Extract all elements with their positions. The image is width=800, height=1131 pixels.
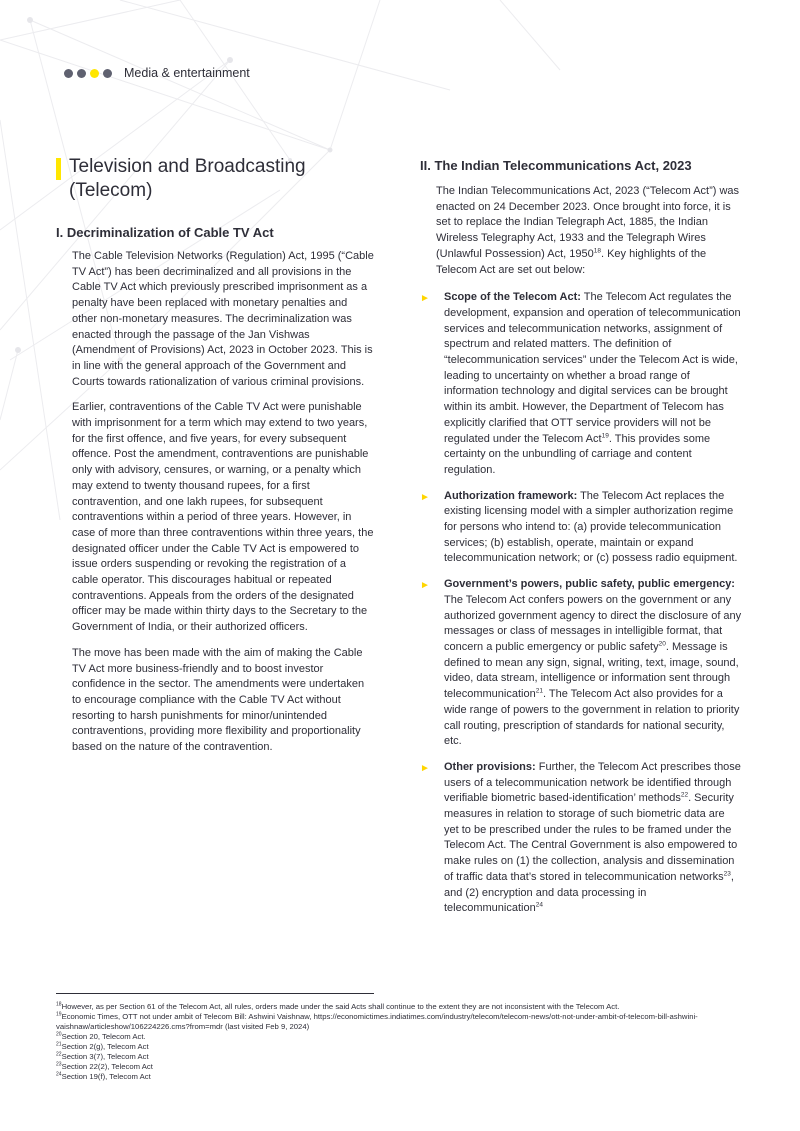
list-item xyxy=(420,577,742,750)
list-item xyxy=(420,290,742,478)
footnotes xyxy=(56,993,746,1082)
bullet-text: . Message is defined to mean any sign, signal, writing, text, image, sound, video, data stream, intelligence or information sent through telecommunication xyxy=(444,640,739,701)
footnote-ref-18: 18 xyxy=(593,247,601,255)
yellow-accent-bar xyxy=(56,158,61,180)
bullet-text: The Telecom Act replaces the existing licensing model with a simpler authorization regime for persons who intend to: (a) provide telecommunication services; (b) establish, operate, maintain or expand telecommunication network; or (c) possess radio equipment. xyxy=(444,489,738,565)
footnote-21: $^{21}$Section 2(g), Telecom Act xyxy=(56,1041,149,1051)
arrow-bullet-icon: ► xyxy=(420,580,430,592)
bullet-label: Other provisions: xyxy=(444,760,536,773)
section-title xyxy=(56,155,374,203)
highlights-list xyxy=(420,290,742,917)
footnote-22: $^{22}$Section 3(7), Telecom Act xyxy=(56,1051,149,1061)
footnote-ref: 21 xyxy=(535,687,543,695)
bullet-text: . Security measures in relation to storage of such biometric data are yet to be prescribed under the rules to be framed under the Telecom Act. The Central Government is also empowered to make rules on (1) the collection, analysis and dissemination of traffic data that’s stored in telecommunication networks xyxy=(444,792,738,883)
page-header xyxy=(64,66,250,80)
list-item xyxy=(420,760,742,917)
footnote-23: $^{23}$Section 22(2), Telecom Act xyxy=(56,1061,153,1071)
footnote-ref: 24 xyxy=(535,901,543,909)
bullet-text: , and (2) encryption and data processing in telecommunication xyxy=(444,870,734,915)
header-dot-4 xyxy=(103,69,112,78)
bullet-text: Further, the Telecom Act prescribes those users of a telecommunication network be identified through verifiable biometric based-identification’ methods xyxy=(444,760,741,805)
header-dot-2 xyxy=(77,69,86,78)
footnote-ref: 23 xyxy=(723,870,731,878)
list-item xyxy=(420,489,742,568)
footnote-ref: 22 xyxy=(680,791,689,799)
part1-paragraph-3: The move has been made with the aim of making the Cable TV Act more business-friendly and to boost investor confidence in the sector. The amendments were undertaken to encourage compliance with the Cable TV Act without resorting to harsh punishments for minor/unintended contraventions, providing more flexibility and proportionality based on the nature of the contravention. xyxy=(72,646,365,754)
right-column xyxy=(420,158,742,927)
footnote-20: $^{20}$Section 20, Telecom Act. xyxy=(56,1031,146,1041)
bullet-text: . This provides some certainty on the unbundling of carriage and content regulation. xyxy=(444,432,711,476)
bullet-text: . The Telecom Act also provides for a wide range of powers to the government in relation to priority call routing, prescription of standards for national security, etc. xyxy=(444,688,740,748)
intro-text-after: . Key highlights of the Telecom Act are set out below: xyxy=(436,247,707,276)
bullet-label: Government’s powers, public safety, public emergency: xyxy=(444,578,735,591)
part2-intro xyxy=(436,184,742,278)
header-label: Media & entertainment xyxy=(124,66,250,80)
bullet-label: Scope of the Telecom Act: xyxy=(444,291,581,304)
arrow-bullet-icon: ► xyxy=(420,762,430,774)
bullet-text: The Telecom Act confers powers on the government or any authorized government agency to direct the disclosure of any messages or class of messages in intelligible format, that concern a public emergency or public safety xyxy=(444,593,742,653)
section-title-line2: (Telecom) xyxy=(69,180,153,201)
part1-paragraph-1: The Cable Television Networks (Regulation) Act, 1995 (“Cable TV Act”) has been decriminalized and all provisions in the Cable TV Act which previously prescribed imprisonment as a penalty have been replaced with monetary penalties and other non-monetary measures. The decriminalization was enacted through the passage of the Jan Vishwas (Amendment of Provisions) Act, 2023 in October 2023. This is in line with the general approach of the Government and Courts towards rationalization of various criminal provisions. xyxy=(72,250,374,388)
bullet-text: The Telecom Act regulates the development, expansion and operation of telecommunication services and telecommunication networks, assignment of spectrum and related matters. The definition of “telecommunication services” under the Telecom Act is wide, leading to uncertainty on whether a broad range of information technology and digital services can be brought within its ambit. However, the Department of Telecom has explicitly clarified that OTT service providers will not be regulated under the Telecom Act xyxy=(444,291,741,445)
footnote-24: $^{24}$Section 19(f), Telecom Act xyxy=(56,1071,151,1081)
arrow-bullet-icon: ► xyxy=(420,491,430,503)
part2-heading: II. The Indian Telecommunications Act, 2023 xyxy=(420,158,692,173)
footnote-ref: 19 xyxy=(601,431,609,439)
bullet-label: Authorization framework: xyxy=(444,489,578,502)
header-dot-1 xyxy=(64,69,73,78)
footnote-divider xyxy=(56,993,374,994)
header-dot-3 xyxy=(90,69,99,78)
section-title-line1: Television and Broadcasting xyxy=(69,156,306,177)
footnote-18: $^{18}$However, as per Section 61 of the Telecom Act, all rules, orders made under the said Acts shall continue to the extent they are not inconsistent with the Telecom Act. xyxy=(56,1001,620,1011)
intro-text: The Indian Telecommunications Act, 2023 (“Telecom Act”) was enacted on 24 December 2023. Once brought into force, it is set to replace the Indian Telegraph Act, 1885, the Indian Wireless Telegraphy Act, 1933 and the Telegraph Wires (Unlawful Possession) Act, 1950 xyxy=(436,185,740,260)
part1-paragraph-2: Earlier, contraventions of the Cable TV Act were punishable with imprisonment for a term which may extend to two years, for the first offence, and five years, for every subsequent offence. Post the amendment, contraventions are punishable only with advisory, censures, or warning, or a penalty which may extend to twenty thousand rupees, for a first contravention, and one lakh rupees, for subsequent contraventions within a period of three years. However, in case of more than three contraventions within three years, the designated officer under the Cable TV Act is empowered to issue orders suspending or revoking the registration of a cable operator. This discourages habitual or repeated contraventions. Appeals from the orders of the designated officer may be made within thirty days to the Secretary to the Government of India, or their authorized officers. xyxy=(72,401,374,634)
footnote-19: $^{19}$Economic Times, OTT not under ambit of Telecom Bill: Ashwini Vaishnaw, https://economictimes.indiatimes.com/industry/telecom/telecom-news/ott-not-under-ambit-of-telecom-bill-ashwini-vaishnaw/articleshow/106224226.cms?from=mdr (last visited Feb 9, 2024) xyxy=(56,1011,698,1031)
left-column xyxy=(56,155,374,766)
arrow-bullet-icon: ► xyxy=(420,293,430,305)
footnote-ref: 20 xyxy=(658,640,666,648)
part1-heading: I. Decriminalization of Cable TV Act xyxy=(56,225,274,240)
